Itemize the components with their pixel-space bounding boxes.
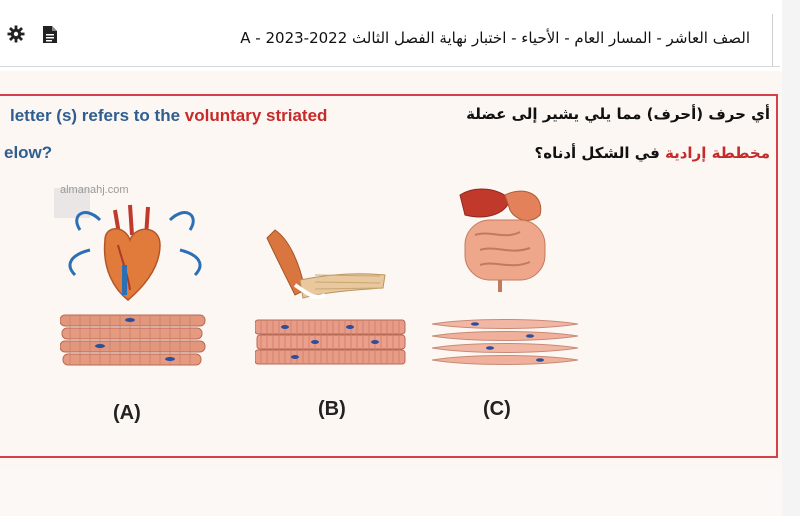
figure-b-label: (B) (318, 398, 346, 420)
figure-b-illustration (255, 220, 415, 385)
question-arabic-line1: أي حرف (أحرف) مما يلي يشير إلى عضلة (466, 105, 770, 123)
scrollbar-track[interactable] (782, 0, 800, 516)
top-bar (0, 0, 800, 70)
question-arabic-rest: في الشكل أدناه؟ (534, 144, 665, 162)
figure-a-illustration (60, 195, 210, 395)
question-english-line1 (10, 106, 327, 126)
question-english-line2: elow? (4, 143, 53, 162)
figure-c-label: (C) (483, 398, 511, 420)
question-arabic-highlight: مخططة إرادية (665, 144, 770, 162)
watermark-text: almanahj.com (60, 184, 129, 196)
question-english-highlight: voluntary striated (184, 106, 328, 125)
cardiac-muscle-tissue (60, 315, 205, 365)
arm-muscle-illustration (267, 230, 385, 298)
smooth-muscle-tissue (432, 320, 578, 365)
figure-a-label: (A) (113, 402, 141, 424)
question-english-prefix: letter (s) refers to the (10, 106, 185, 125)
skeletal-muscle-tissue (255, 320, 405, 364)
gear-icon[interactable] (6, 24, 26, 44)
divider (0, 66, 780, 67)
figure-c-illustration (430, 180, 590, 380)
heart-illustration (70, 205, 200, 300)
toolbar (6, 24, 60, 44)
question-arabic-line2 (535, 144, 770, 162)
page-bottom (0, 470, 782, 516)
title-box (138, 14, 773, 67)
page-title: الصف العاشر - المسار العام - الأحياء - اختبار نهاية الفصل الثالث 2022-2023 - A (240, 29, 750, 47)
digestive-system-illustration (460, 189, 545, 292)
document-icon[interactable] (40, 24, 60, 44)
